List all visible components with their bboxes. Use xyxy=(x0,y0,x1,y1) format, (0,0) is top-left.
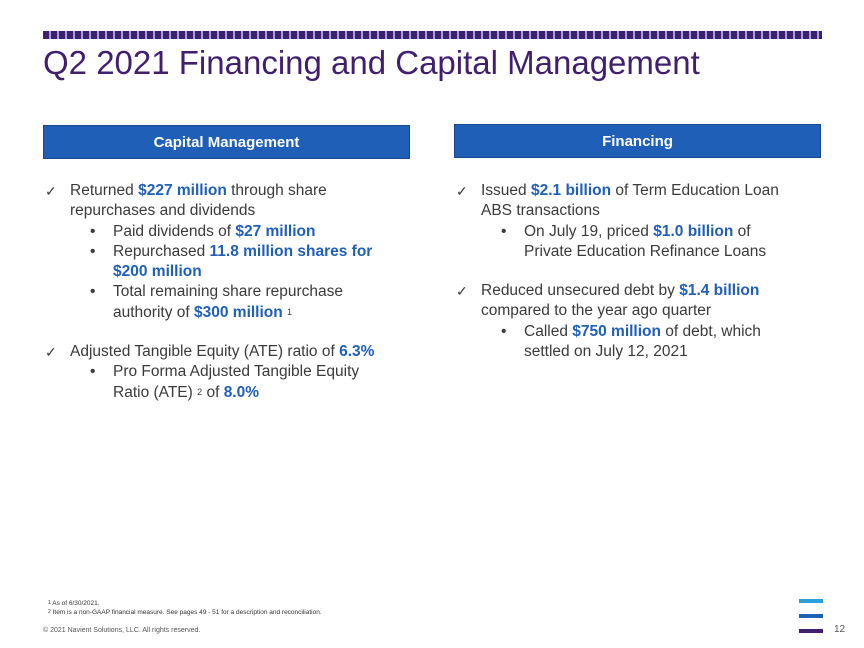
checkmark-icon: ✓ xyxy=(456,283,468,300)
capital-management-header: Capital Management xyxy=(43,125,410,159)
bullet-july-19-priced: • On July 19, priced $1.0 billion of Private Education Refinance Loans xyxy=(501,222,767,260)
check-item-returned: ✓ Returned $227 million through share repurchases and dividends xyxy=(45,182,327,220)
bullet-called-debt: • Called $750 million of debt, which settled on July 12, 2021 xyxy=(501,322,761,361)
copyright-notice: © 2021 Navient Solutions, LLC. All rights reserved. xyxy=(43,627,201,634)
highlight-value: 8.0% xyxy=(223,383,260,401)
highlight-value: $1.4 billion xyxy=(679,282,760,300)
bullet-icon: • xyxy=(90,283,96,301)
footnote-ref: 1 xyxy=(287,306,293,317)
footnote-ref: 2 xyxy=(197,386,203,397)
bullet-repurchased: • Repurchased 11.8 million shares for $200 million xyxy=(90,242,373,281)
bullet-icon: • xyxy=(501,322,507,340)
highlight-value: 11.8 million shares for xyxy=(209,242,373,260)
header-dash-bar xyxy=(43,31,822,39)
bullet-paid-dividends: • Paid dividends of $27 million xyxy=(45,222,415,242)
capital-management-column xyxy=(45,181,415,403)
bullet-icon: • xyxy=(501,222,507,240)
highlight-value: $27 million xyxy=(235,222,316,240)
page-number: 12 xyxy=(834,624,846,635)
bullet-pro-forma-ate: • Pro Forma Adjusted Tangible Equity Ratio (ATE) $^2$ of 8.0% xyxy=(90,363,360,401)
checkmark-icon: ✓ xyxy=(45,183,57,199)
navient-logo-icon xyxy=(799,599,823,633)
checkmark-icon: ✓ xyxy=(456,183,468,199)
bullet-remaining-authority: • Total remaining share repurchase authority of $300 million $^1$ xyxy=(90,283,344,321)
footnote-2: $^2$ Item is a non-GAAP financial measure. See pages 49 - 51 for a description and reconciliation. xyxy=(48,609,322,616)
highlight-value: $227 million xyxy=(138,182,227,199)
bullet-icon: • xyxy=(90,363,96,381)
financing-column xyxy=(456,181,826,362)
checkmark-icon: ✓ xyxy=(45,344,57,361)
highlight-value: $200 million xyxy=(113,263,202,281)
highlight-value: $300 million xyxy=(194,303,283,321)
highlight-value: 6.3% xyxy=(339,343,375,361)
bullet-icon: • xyxy=(90,222,96,240)
highlight-value: $2.1 billion xyxy=(530,182,612,199)
check-item-issued: ✓ Issued $2.1 billion of Term Education Loan ABS transactions xyxy=(456,182,779,220)
bullet-icon: • xyxy=(90,242,96,260)
footnote-1: $^1$ As of 6/30/2021. xyxy=(48,600,100,607)
highlight-value: $750 million xyxy=(572,322,661,340)
financing-header: Financing xyxy=(454,124,821,158)
highlight-value: $1.0 billion xyxy=(653,222,734,240)
page-title: Q2 2021 Financing and Capital Management xyxy=(43,44,700,81)
check-item-reduced-debt: ✓ Reduced unsecured debt by $1.4 billion compared to the year ago quarter xyxy=(456,282,760,320)
check-item-ate-ratio: ✓ Adjusted Tangible Equity (ATE) ratio of 6.3% xyxy=(45,342,415,362)
